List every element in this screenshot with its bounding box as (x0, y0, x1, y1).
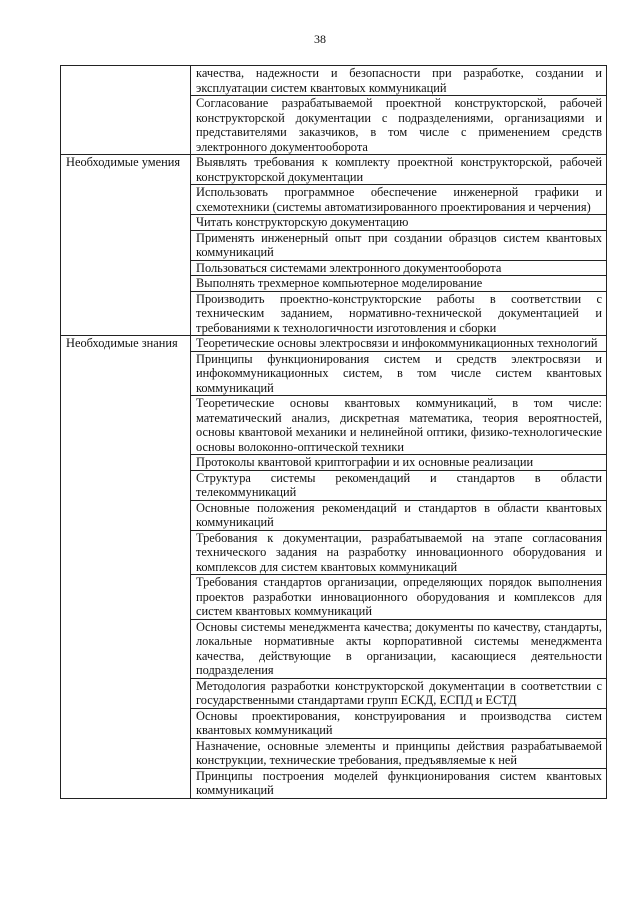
requirement-cell: качества, надежности и безопасности при разработке, создании и эксплуатации систем квантовых коммуникаций (191, 66, 607, 96)
requirement-cell: Пользоваться системами электронного документооборота (191, 260, 607, 276)
requirement-cell: Принципы построения моделей функционирования систем квантовых коммуникаций (191, 768, 607, 798)
requirement-cell: Производить проектно-конструкторские работы в соответствии с техническим заданием, нормативно-технической документацией и требованиями к технологичности изготовления и сборки (191, 291, 607, 336)
requirement-cell: Теоретические основы квантовых коммуникаций, в том числе: математический анализ, дискретная математика, теория вероятностей, основы квантовой механики и нелинейной оптики, физико-технологические основы волоконно-оптической техники (191, 396, 607, 455)
requirement-cell: Использовать программное обеспечение инженерной графики и схемотехники (системы автоматизированного проектирования и черчения) (191, 185, 607, 215)
requirement-cell: Требования к документации, разрабатываемой на этапе согласования технического задания на разработку инновационного оборудования и комплексов для систем квантовых коммуникаций (191, 530, 607, 575)
requirement-cell: Теоретические основы электросвязи и инфокоммуникационных технологий (191, 336, 607, 352)
table-row (61, 66, 607, 96)
requirement-cell: Структура системы рекомендаций и стандартов в области телекоммуникаций (191, 470, 607, 500)
requirement-cell: Протоколы квантовой криптографии и их основные реализации (191, 455, 607, 471)
section-label (61, 66, 191, 155)
requirement-cell: Применять инженерный опыт при создании образцов систем квантовых коммуникаций (191, 230, 607, 260)
requirement-cell: Читать конструкторскую документацию (191, 215, 607, 231)
requirement-cell: Выполнять трехмерное компьютерное моделирование (191, 276, 607, 292)
qualification-table-body (61, 66, 607, 799)
requirement-cell: Назначение, основные элементы и принципы действия разрабатываемой конструкции, технические требования, предъявляемые к ней (191, 738, 607, 768)
requirement-cell: Основы проектирования, конструирования и производства систем квантовых коммуникаций (191, 708, 607, 738)
page-number: 38 (314, 32, 326, 46)
requirement-cell: Требования стандартов организации, определяющих порядок выполнения проектов разработки инновационного оборудования и комплексов для систем квантовых коммуникаций (191, 575, 607, 620)
requirement-cell: Принципы функционирования систем и средств электросвязи и инфокоммуникационных систем, в том числе систем квантовых коммуникаций (191, 351, 607, 396)
requirement-cell: Согласование разрабатываемой проектной конструкторской, рабочей конструкторской документации с подразделениями, организациями и представителями заказчиков, в том числе с применением средств электронного документооборота (191, 96, 607, 155)
qualification-table (60, 65, 607, 799)
section-label: Необходимые знания (61, 336, 191, 799)
table-row (61, 155, 607, 185)
table-row (61, 336, 607, 352)
requirement-cell: Основные положения рекомендаций и стандартов в области квантовых коммуникаций (191, 500, 607, 530)
requirement-cell: Методология разработки конструкторской документации в соответствии с государственными стандартами групп ЕСКД, ЕСПД и ЕСТД (191, 678, 607, 708)
section-label: Необходимые умения (61, 155, 191, 336)
requirement-cell: Выявлять требования к комплекту проектной конструкторской, рабочей конструкторской документации (191, 155, 607, 185)
requirement-cell: Основы системы менеджмента качества; документы по качеству, стандарты, локальные нормативные акты корпоративной системы менеджмента качества, действующие в организации, касающиеся деятельности подразделения (191, 619, 607, 678)
